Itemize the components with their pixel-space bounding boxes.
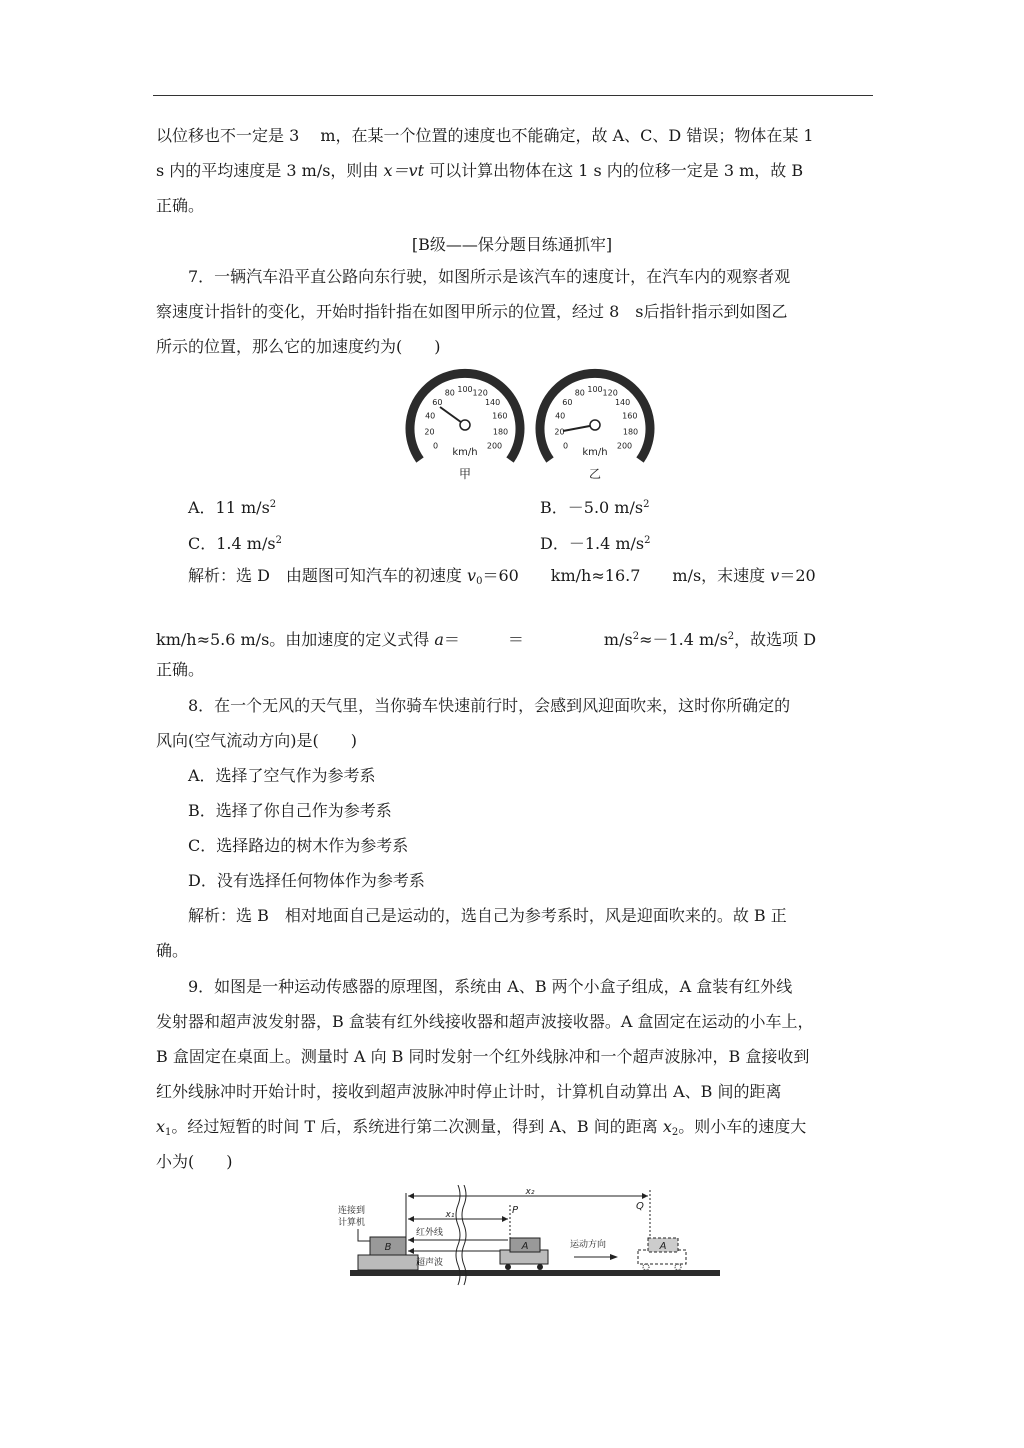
q9-line-4: 红外线脉冲时开始计时，接收到超声波脉冲时停止计时，计算机自动算出 A、B 间的距离	[156, 1082, 782, 1101]
svg-text:B: B	[384, 1242, 392, 1253]
intro-line-1: 以位移也不一定是 3 m，在某一个位置的速度也不能确定，故 A、C、D 错误；物体在某 1	[156, 126, 814, 145]
label-infrared: 红外线	[416, 1228, 444, 1238]
ground	[350, 1270, 720, 1276]
scale-label: 20	[554, 427, 565, 437]
q7-option-a: A．11 $m/s^2$	[188, 498, 277, 517]
unit-label-left: km/h	[452, 447, 478, 458]
q7-line-1: 7．一辆汽车沿平直公路向东行驶，如图所示是该汽车的速度计，在汽车内的观察者观	[188, 267, 791, 286]
scale-label: 60	[562, 397, 573, 407]
q8-line-1: 8．在一个无风的天气里，当你骑车快速前行时，会感到风迎面吹来，这时你所确定的	[188, 696, 791, 715]
q7-analysis-line-3: 正确。	[156, 660, 205, 679]
q7-analysis-line-1: 解析：选 D 由题图可知汽车的初速度 $v_0=60$ km/h≈16.7 m/s，末速度 v＝20	[188, 566, 816, 587]
q9-line-3: B 盒固定在桌面上。测量时 A 向 B 同时发射一个红外线脉冲和一个超声波脉冲，B 盒接收到	[156, 1047, 810, 1066]
scale-label: 160	[622, 411, 638, 421]
scale-label: 200	[486, 441, 503, 451]
label-x1: x₁	[445, 1210, 455, 1220]
scale-label: 40	[425, 411, 436, 421]
q8-option-b: B．选择了你自己作为参考系	[188, 801, 392, 820]
svg-text:A: A	[521, 1241, 529, 1252]
q8-line-2: 风向(空气流动方向)是( )	[156, 731, 357, 750]
scale-label: 0	[432, 441, 439, 451]
q7-option-c: C．1.4 $m/s^2$	[188, 534, 282, 553]
q7-analysis-line-2: km/h≈5.6 m/s。由加速度的定义式得 a＝ ＝ $m/s^2\approx-1.4$ $m/s^2$，故选项 D	[156, 630, 817, 649]
scale-label: 60	[432, 397, 443, 407]
q8-analysis-line-2: 确。	[156, 941, 189, 960]
scale-label: 100	[457, 385, 473, 394]
motion-sensor-figure	[330, 1185, 730, 1290]
scale-label: 80	[444, 388, 455, 398]
unit-label-right: km/h	[582, 447, 608, 458]
section-title: [B级——保分题目练通抓牢]	[411, 235, 613, 254]
scale-label: 40	[555, 411, 566, 421]
label-ultrasonic: 超声波	[416, 1258, 444, 1268]
scale-label: 140	[484, 397, 501, 407]
speedometer-figure	[400, 365, 660, 485]
intro-line-2: s 内的平均速度是 3 m/s，则由 x＝vt 可以计算出物体在这 1 s 内的位移一定是 3 m，故 B	[156, 161, 804, 180]
scale-label: 120	[472, 388, 488, 398]
q9-line-2: 发射器和超声波发射器，B 盒装有红外线接收器和超声波接收器。A 盒固定在运动的小车上，	[156, 1012, 814, 1031]
q9-line-6: 小为( )	[156, 1152, 233, 1171]
q7-option-d: D．－1.4 $m/s^2$	[540, 534, 651, 553]
q8-analysis-line-1: 解析：选 B 相对地面自己是运动的，选自己为参考系时，风是迎面吹来的。故 B 正	[188, 906, 787, 925]
q7-line-3: 所示的位置，那么它的加速度约为( )	[156, 337, 441, 356]
q9-line-1: 9．如图是一种运动传感器的原理图，系统由 A、B 两个小盒子组成，A 盒装有红外线	[188, 977, 793, 996]
label-connect-2: 计算机	[338, 1218, 366, 1228]
label-connect-1: 连接到	[338, 1206, 366, 1216]
scale-label: 180	[492, 427, 509, 437]
speedometer-left	[410, 373, 520, 481]
q8-option-a: A．选择了空气作为参考系	[188, 766, 376, 785]
intro-line-3: 正确。	[156, 196, 205, 215]
table	[358, 1255, 418, 1270]
q8-option-d: D．没有选择任何物体作为参考系	[188, 871, 425, 890]
label-q: Q	[636, 1201, 644, 1212]
q7-option-b: B．－5.0 $m/s^2$	[540, 498, 650, 517]
label-p: P	[512, 1205, 519, 1216]
label-yi: 乙	[588, 467, 602, 481]
q7-line-2: 察速度计指针的变化，开始时指针指在如图甲所示的位置，经过 8 s后指针指示到如图乙	[156, 302, 788, 321]
svg-text:A: A	[659, 1241, 667, 1252]
scale-label: 140	[614, 397, 631, 407]
scale-label: 0	[562, 441, 569, 451]
scale-label: 100	[587, 385, 603, 394]
q8-option-c: C．选择路边的树木作为参考系	[188, 836, 409, 855]
q9-line-5: $x_1$。经过短暂的时间 T 后，系统进行第二次测量，得到 A、B 间的距离 $x_2$。则小车的速度大	[156, 1117, 807, 1138]
scale-label: 80	[574, 388, 585, 398]
scale-label: 20	[424, 427, 435, 437]
label-x2: x₂	[525, 1187, 535, 1197]
scale-label: 160	[492, 411, 508, 421]
label-jia: 甲	[458, 467, 472, 481]
header-rule	[153, 95, 873, 96]
scale-label: 180	[622, 427, 639, 437]
scale-label: 120	[602, 388, 618, 398]
scale-label: 200	[616, 441, 633, 451]
label-direction: 运动方向	[570, 1240, 607, 1250]
speedometer-right	[540, 373, 650, 481]
